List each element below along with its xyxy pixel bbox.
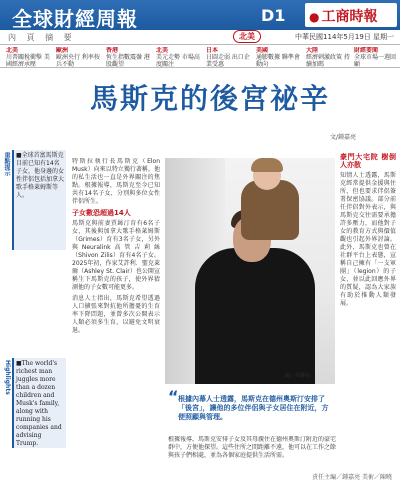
page-section-number: D1 (261, 6, 286, 25)
pull-quote-text: 根據內幕人士透露，馬斯克在德州奧斯汀安排了「後宮」，讓他的多位伴侶與子女居住在附近，方便照顧與管理。 (178, 395, 329, 421)
region-badge: 北美 (233, 30, 261, 43)
subheading: 豪門大宅院 樹倒人亦散 (340, 153, 396, 169)
column-text: 馬斯克與前妻賈絲汀育有6名子女，其後與加拿大歌手格萊姆斯（Grimes）育有3名子女，另外與Neuralink高管吉莉絲（Shivon Zilis）育有4名子女。2025年初，作家艾許利．聖克萊爾（Ashley St. Clair）也公開宣稱生下馬斯克的孩子，使外界猜測他的子女數可能更多。 (72, 220, 160, 291)
article-photo (165, 158, 335, 384)
column-text: 知情人士透露，馬斯克經常提供金援與住所，但也要求伴侶簽署保密協議。部分前任伴侶對外表示，與馬斯克交往需要承擔許多壓力，而他對子女的教育方式與價值觀也引起外界討論。此外，馬斯克也曾在社群平台上表態，宣稱自己擁有「一支軍團」（legion）的子女，並以此回應外界的質疑，認為大家族有助於推動人類發展。 (340, 172, 396, 307)
photo-figure-child-hair (251, 158, 283, 172)
photo-figure-adult (195, 248, 315, 384)
toc-item[interactable]: 歐洲 歐洲央行 利率按兵不動 (56, 47, 100, 67)
toc-item[interactable]: 日本 日圓走弱 出口企業受惠 (206, 47, 250, 67)
pull-quote (168, 387, 336, 432)
masthead-title: 全球財經周報 (12, 7, 138, 31)
toc-item[interactable]: 北美 川普關稅衝擊 美國經濟承壓 (6, 47, 50, 67)
brand-logo: ● 工商時報 (305, 3, 397, 27)
toc-title: 內 頁 摘 要 (8, 33, 76, 42)
editor-credit: 責任主編／鍾嘉亮 美術／陳曉 (312, 474, 392, 481)
issue-date: 中華民國114年5月19日 星期一 (295, 33, 394, 41)
left-sidebar (0, 150, 66, 480)
toc-item[interactable]: 財經要聞 全球市場一週回顧 (354, 47, 397, 67)
sidebar-summary-zh: ■全球首富馬斯克目前已知有14名子女，他身邊的女性伴侶包括加拿大歌手格萊姆斯等人。 (12, 150, 66, 250)
photo-caption: 圖／美聯社 (285, 373, 311, 379)
sidebar-label-zh: 重點提示 (3, 152, 10, 176)
article-headline: 馬斯克的後宮祕辛 (89, 82, 330, 115)
toc-item[interactable]: 大陸 經濟刺激政策 持續加碼 (306, 47, 350, 67)
article-column-2: 根據報導，馬斯克安排子女及其母親住在德州奧斯汀附近的豪宅群中，方便他探望。這些住所之間距離不遠，他可以在工作之餘與孩子們相處，並為各個家庭提供生活所需。 (168, 436, 336, 459)
article-column-3 (340, 150, 396, 468)
toc-item[interactable]: 美國 通膨數據 聯準會動向 (256, 47, 300, 67)
page-footer (0, 470, 400, 482)
article-byline: 文/鍾嘉亮 (330, 134, 357, 141)
toc-item[interactable]: 香港 恆生指數震盪 港股觀望 (106, 47, 150, 67)
sub-bar (0, 30, 400, 44)
column-text: 消息人士指出，馬斯克希望透過人口擴張來對抗他所擔憂的生育率下降問題，並曾多次公開表示人類必須多生育，以避免文明衰退。 (72, 295, 160, 334)
sidebar-summary-en: ■The world's richest man juggles more than a dozen children and Musk's family, along with running his companies and advising Trump. (12, 358, 66, 448)
sidebar-label-en: Highlights (4, 360, 11, 395)
table-of-contents (0, 44, 400, 68)
toc-item[interactable]: 北美 美元走勢 市場高度關注 (156, 47, 200, 67)
article-column-1 (72, 158, 160, 463)
quote-mark-icon: “ (168, 387, 179, 406)
masthead (0, 0, 400, 30)
subheading: 子女數恐超過14人 (72, 209, 131, 217)
column-text: 特斯拉執行長馬斯克（Elon Musk）向來以特立獨行著稱，他的私生活也一直是外界關注的焦點。根據報導，馬斯克至今已知共有14名子女，分別與多位女性伴侶所生。 (72, 158, 160, 205)
